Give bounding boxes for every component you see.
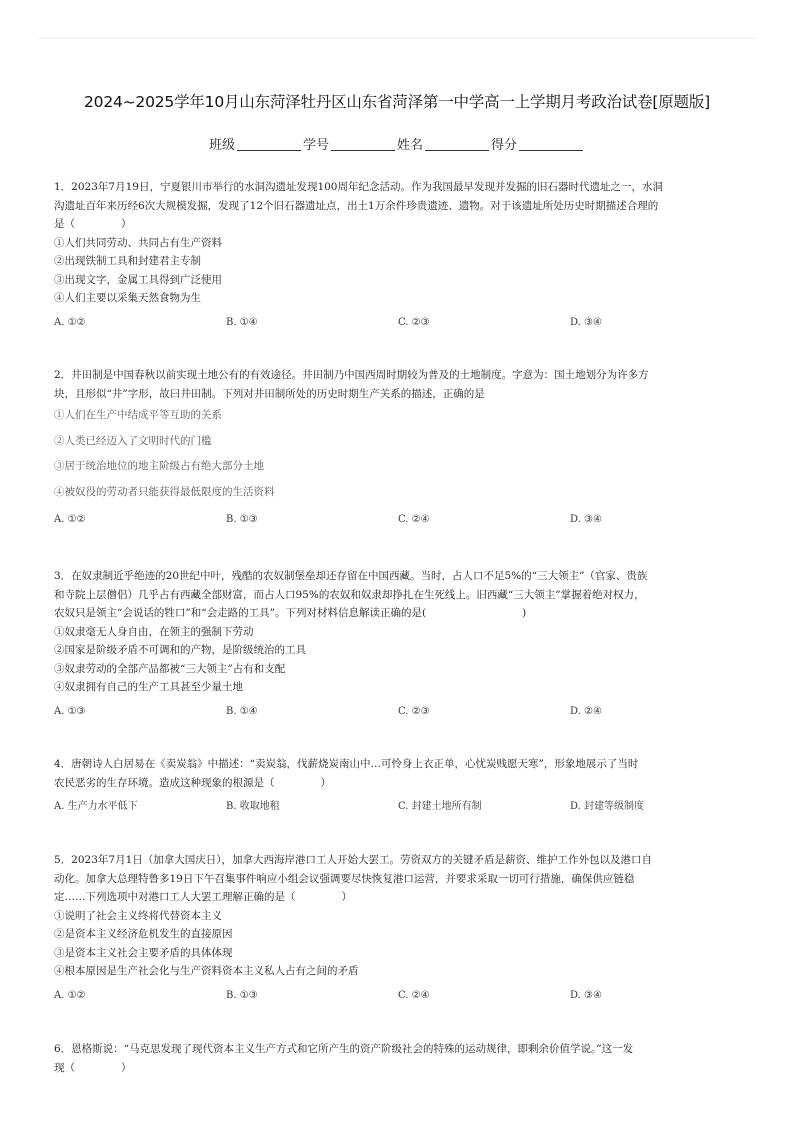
answer-choices: [54, 703, 744, 722]
question-4: [54, 755, 744, 817]
choice-b[interactable]: B. ①④: [226, 316, 258, 328]
choice-d[interactable]: D. ③④: [570, 514, 602, 526]
score-field[interactable]: 得分: [491, 134, 585, 153]
option-line: ③奴隶劳动的全部产品都被“三大领主”占有和支配: [54, 662, 286, 675]
option-line: ④人们主要以采集天然食物为生: [54, 292, 201, 304]
option-line: ②出现铁制工具和封建君主专制: [54, 255, 201, 267]
page-title: 2024~2025学年10月山东菏泽牡丹区山东省菏泽第一中学高一上学期月考政治试卷[原题版]: [84, 93, 710, 111]
student-id-blank[interactable]: [331, 150, 395, 151]
student-info-row: [0, 134, 794, 153]
option-line: ④奴隶拥有自己的生产工具甚至少量土地: [54, 681, 243, 693]
choice-c[interactable]: C. 封建土地所有制: [398, 801, 482, 812]
choice-b[interactable]: B. ①③: [226, 989, 258, 1001]
choice-c[interactable]: C. ②④: [398, 514, 430, 526]
student-id-field[interactable]: 学号: [303, 134, 397, 153]
option-line: ②国家是阶级矛盾不可调和的产物，是阶级统治的工具: [54, 644, 306, 656]
choice-a[interactable]: A. 生产力水平低下: [54, 801, 138, 812]
choice-d[interactable]: D. ③④: [570, 989, 602, 1001]
option-line: ③是资本主义社会主要矛盾的具体体现: [54, 946, 233, 959]
option-line: ②人类已经迈入了文明时代的门槛: [54, 434, 212, 447]
question-6: [54, 1040, 744, 1077]
name-blank[interactable]: [425, 150, 489, 151]
question-stem: 5．2023年7月1日（加拿大国庆日），加拿大西海岸港口工人开始大罢工。劳资双方的关键矛盾是薪资、维护工作外包以及港口自 动化。加拿大总理特鲁多19日下午召集事件响应小组会议强调要尽快恢复港口运营，并要求采取一切可行措施，确保供应链稳 定……下列选项中对港口工人大罢工理解正确的是（ ）: [54, 854, 653, 903]
answer-choices: [54, 987, 744, 1006]
choice-a[interactable]: A. ①③: [54, 705, 86, 717]
answer-choices: [54, 798, 744, 817]
choice-a[interactable]: A. ①②: [54, 316, 86, 328]
option-line: ②是资本主义经济危机发生的直接原因: [54, 928, 233, 940]
class-field[interactable]: 班级: [209, 134, 303, 153]
question-stem: 1．2023年7月19日，宁夏银川市举行的水洞沟遗址发现100周年纪念活动。作为我国最早发现并发掘的旧石器时代遗址之一，水洞 沟遗址百年来历经6次大规模发掘，发现了12个旧石器遗址点，出土1万余件珍贵遗迹、遗物。对于该遗址所处历史时期描述合理的 是（ ）: [54, 181, 663, 230]
choice-c[interactable]: C. ②③: [398, 705, 430, 717]
top-rule: [38, 38, 756, 39]
option-line: ①人们共同劳动、共同占有生产资料: [54, 236, 222, 249]
choice-b[interactable]: B. 收取地租: [226, 801, 280, 812]
question-stem: 2．井田制是中国春秋以前实现土地公有的有效途径。井田制乃中国西周时期较为普及的土地制度。字意为：国土地划分为许多方 块，且形似“井”字形，故曰井田制。下列对井田制所处的历史时期生产关系的描述，正确的是: [54, 369, 649, 400]
question-stem: 6．恩格斯说：“马克思发现了现代资本主义生产方式和它所产生的资产阶级社会的特殊的运动规律，即剩余价值学说。”这一发 现（ ）: [54, 1043, 634, 1074]
answer-choices: [54, 511, 744, 530]
score-blank[interactable]: [519, 150, 583, 151]
question-2: [54, 366, 744, 530]
question-stem: 4．唐朝诗人白居易在《卖炭翁》中描述：“卖炭翁，伐薪烧炭南山中…可怜身上衣正单，心忧炭贱愿天寒”，形象地展示了当时 农民恶劣的生存环境。造成这种现象的根源是（ ）: [54, 758, 639, 789]
choice-d[interactable]: D. 封建等级制度: [570, 801, 645, 812]
option-line: ①奴隶毫无人身自由，在领主的强制下劳动: [54, 625, 254, 638]
option-line: ④被奴役的劳动者只能获得最低限度的生活资料: [54, 485, 275, 498]
choice-c[interactable]: C. ②④: [398, 989, 430, 1001]
choice-d[interactable]: D. ③④: [570, 316, 602, 328]
choice-c[interactable]: C. ②③: [398, 316, 430, 328]
choice-b[interactable]: B. ①③: [226, 514, 258, 526]
option-line: ④根本原因是生产社会化与生产资料资本主义私人占有之间的矛盾: [54, 965, 359, 977]
choice-d[interactable]: D. ②④: [570, 705, 602, 717]
option-line: ①人们在生产中结成平等互助的关系: [54, 409, 222, 421]
question-3: [54, 567, 744, 721]
choice-a[interactable]: A. ①②: [54, 989, 86, 1001]
question-stem: 3．在奴隶制近乎绝迹的20世纪中叶，残酷的农奴制堡垒却还存留在中国西藏。当时，占人口不足5%的“三大领主”（官家、贵族 和寺院上层僧侣）几乎占有西藏全部财富，而占人口95%的农奴和奴隶却挣扎在生死线上。旧西藏“三大领主”掌握着绝对权力， 农奴只是领主“会说话的牲口”和“会走路的工具”。下列对材料信息解读正确的是( ): [54, 570, 648, 619]
question-5: [54, 851, 744, 1005]
answer-choices: [54, 314, 744, 333]
class-blank[interactable]: [237, 150, 301, 151]
question-1: [54, 178, 744, 332]
option-line: ③出现文字，金属工具得到广泛使用: [54, 273, 222, 286]
option-line: ①说明了社会主义终将代替资本主义: [54, 909, 222, 922]
choice-a[interactable]: A. ①②: [54, 514, 86, 526]
choice-b[interactable]: B. ①④: [226, 705, 258, 717]
option-line: ③居于统治地位的地主阶级占有绝大部分土地: [54, 460, 264, 473]
name-field[interactable]: 姓名: [397, 134, 491, 153]
